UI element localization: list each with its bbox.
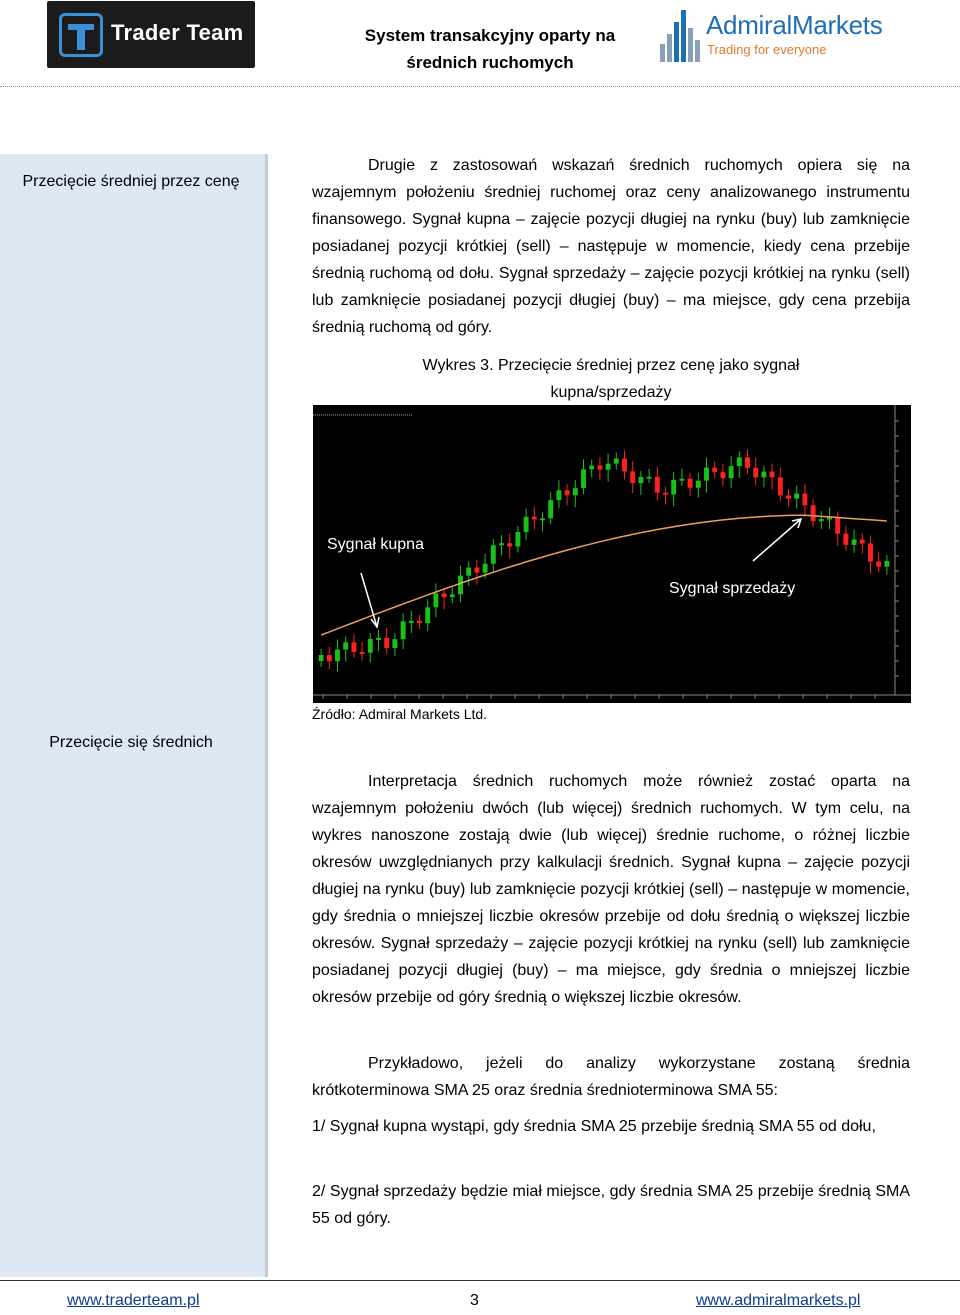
candle-body (450, 594, 455, 597)
candle-body (540, 518, 545, 520)
trader-team-logo-text: Trader Team (111, 20, 244, 45)
candle-body (409, 621, 414, 623)
candle-body (433, 593, 438, 607)
candle-body (589, 466, 594, 470)
candle-body (663, 493, 668, 495)
candle-body (876, 562, 881, 567)
buy-signal-label: Sygnał kupna (327, 536, 424, 553)
candle-body (392, 639, 397, 648)
candle-body (729, 466, 734, 478)
chart-caption (312, 352, 910, 406)
document-title-line1: System transakcyjny oparty na (364, 26, 616, 45)
candle-body (499, 543, 504, 545)
candle-body (532, 517, 537, 520)
sell-signal-label: Sygnał sprzedaży (669, 580, 796, 597)
candle-body (745, 457, 750, 468)
candle-body (343, 642, 348, 649)
candle-body (351, 642, 356, 652)
candle-body (491, 545, 496, 563)
candle-body (425, 607, 430, 623)
candle-body (868, 543, 873, 561)
candle-body (442, 593, 447, 597)
candle-body (860, 540, 865, 544)
candle-body (827, 517, 832, 519)
paragraph-buy-rule: 1/ Sygnał kupna wystąpi, gdy średnia SMA 25 przebije średnią SMA 55 od dołu, (312, 1118, 876, 1135)
candle-body (737, 457, 742, 466)
candle-body (720, 472, 725, 478)
header-divider (0, 86, 960, 87)
paragraph-ma-cross: Interpretacja średnich ruchomych może również zostać oparta na wzajemnym położeniu dwóch (lub więcej) średnich ruchomych. W tym celu, na wykres nanoszone zostają dwie (lub więcej) średnie ruchome, o różnej liczbie okresów uwzględnianych przy kalkulacji średnich. Sygnał kupna – zajęcie pozycji długiej na rynku (buy) lub zamknięcie pozycji krótkiej (sell) – następuje w momencie, gdy średnia o mniejszej liczbie okresów przebije od dołu średnią o większej liczbie okresów. Sygnał sprzedaży – zajęcie pozycji krótkiej na rynku (sell) lub zamknięcie posiadanej pozycji długiej (buy) – ma miejsce, gdy średnia o mniejszej liczbie okresów przebije od góry średnią o większej liczbie okresów. (312, 773, 910, 1006)
candle-body (573, 488, 578, 495)
candle-body (778, 477, 783, 495)
footer-link-traderteam[interactable]: www.traderteam.pl (67, 1292, 200, 1309)
paragraph-sell-rule: 2/ Sygnał sprzedaży będzie miał miejsce, gdy średnia SMA 25 przebije średnią SMA 55 od góry. (312, 1183, 910, 1227)
paragraph-price-cross: Drugie z zastosowań wskazań średnich ruchomych opiera się na wzajemnym położeniu średniej ruchomej oraz ceny analizowanego instrumentu finansowego. Sygnał kupna – zajęcie pozycji długiej na rynku (buy) lub zamknięcie posiadanej pozycji krótkiej (sell) – następuje w momencie, kiedy cena przebije średnią ruchomą od dołu. Sygnał sprzedaży – zajęcie pozycji krótkiej na rynku (sell) lub zamknięcie posiadanej pozycji długiej (buy) – ma miejsce, gdy cena przebija średnią ruchomą od góry. (312, 157, 910, 336)
sidebar-label-ma-cross: Przecięcie się średnich (49, 734, 213, 751)
candle-body (556, 490, 561, 500)
candle-body (417, 621, 422, 623)
candle-body (638, 477, 643, 483)
trader-team-mark-icon (59, 13, 103, 57)
candle-body (565, 490, 570, 495)
candle-body (483, 564, 488, 573)
price-chart-image (313, 405, 911, 703)
candle-body (548, 500, 553, 518)
page-header (0, 0, 960, 80)
admiral-markets-logo (660, 6, 900, 66)
candle-body (712, 468, 717, 473)
document-title-line2: średnich ruchomych (406, 53, 574, 72)
chart-header-bar (313, 405, 911, 417)
price-chart-svg (313, 405, 911, 703)
candle-body (770, 472, 775, 478)
candle-body (835, 517, 840, 533)
candle-body (688, 479, 693, 488)
candle-body (458, 576, 463, 595)
candle-body (811, 505, 816, 521)
candle-body (843, 534, 848, 545)
candle-body (655, 477, 660, 493)
page-footer (0, 1280, 960, 1315)
candle-body (852, 540, 857, 545)
chart-source: Źródło: Admiral Markets Ltd. (312, 706, 488, 722)
chart-caption-line2: kupna/sprzedaży (550, 384, 672, 401)
candle-body (819, 519, 824, 521)
candle-body (327, 655, 332, 661)
candle-body (524, 517, 529, 532)
candle-body (466, 568, 471, 576)
candle-body (401, 621, 406, 639)
candle-body (335, 649, 340, 661)
candle-body (368, 639, 373, 653)
admiral-logo-tagline: Trading for everyone (707, 42, 827, 57)
candle-body (376, 638, 381, 640)
chart-background (313, 405, 911, 703)
admiral-bars-icon (660, 6, 702, 62)
chart-caption-line1: Wykres 3. Przecięcie średniej przez cenę jako sygnał (422, 357, 800, 374)
candle-body (384, 638, 389, 648)
paragraph-example: Przykładowo, jeżeli do analizy wykorzystane zostaną średnia krótkoterminowa SMA 25 oraz średnia średnioterminowa SMA 55: (312, 1055, 910, 1099)
admiral-logo-name: AdmiralMarkets (706, 10, 883, 40)
candle-body (474, 568, 479, 573)
candle-body (679, 479, 684, 481)
candle-body (597, 466, 602, 470)
candle-body (606, 464, 611, 470)
candle-body (753, 468, 758, 477)
candle-body (515, 532, 520, 547)
trader-team-logo (47, 1, 255, 68)
candle-body (581, 469, 586, 488)
candle-body (786, 495, 791, 498)
candle-body (704, 468, 709, 481)
candle-body (622, 459, 627, 472)
footer-link-admiralmarkets[interactable]: www.admiralmarkets.pl (696, 1292, 861, 1309)
candle-body (647, 477, 652, 479)
candle-body (319, 655, 324, 661)
candle-body (507, 543, 512, 546)
footer-page-number: 3 (470, 1292, 479, 1309)
candle-body (671, 480, 676, 495)
document-title (340, 22, 640, 76)
candle-body (614, 459, 619, 464)
candle-body (360, 652, 365, 654)
candle-body (884, 561, 889, 567)
sidebar (0, 154, 268, 1277)
candle-body (802, 494, 807, 506)
candle-body (630, 471, 635, 483)
candle-body (794, 494, 799, 499)
candle-body (761, 472, 766, 478)
candle-body (696, 481, 701, 488)
sidebar-label-price-cross: Przecięcie średniej przez cenę (22, 173, 240, 190)
